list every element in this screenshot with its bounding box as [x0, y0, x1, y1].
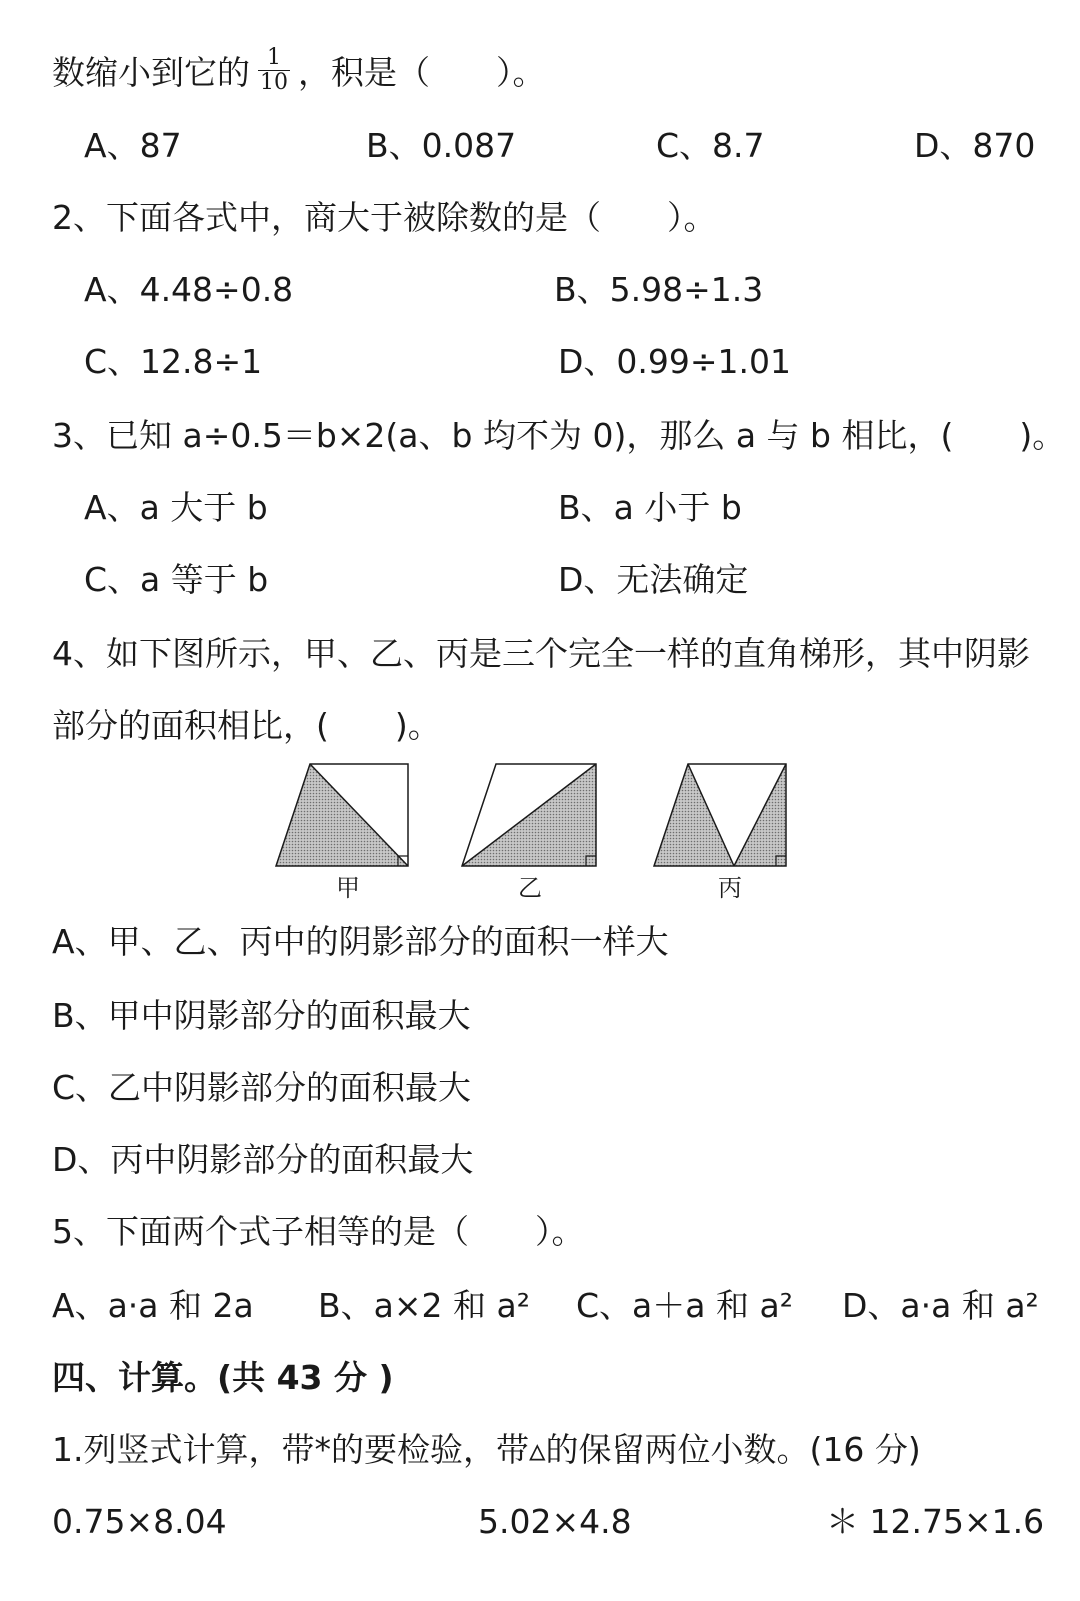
q5-option-a[interactable]: A、a·a 和 2a	[52, 1286, 254, 1325]
q5-stem: 5、下面两个式子相等的是（ ）。	[52, 1212, 585, 1251]
q3-option-c[interactable]: C、a 等于 b	[84, 560, 269, 599]
q1-stem-text: 数缩小到它的	[52, 53, 250, 92]
q3-option-a[interactable]: A、a 大于 b	[84, 488, 268, 527]
q3-option-b[interactable]: B、a 小于 b	[558, 488, 742, 527]
q1-stem-tail: ，积是（ ）。	[298, 53, 546, 92]
q5-option-d[interactable]: D、a·a 和 a²	[842, 1286, 1039, 1325]
calc-expr-1: 0.75×8.04	[52, 1502, 227, 1541]
q1-option-b[interactable]: B、0.087	[366, 126, 517, 165]
q5-option-c[interactable]: C、a＋a 和 a²	[576, 1286, 793, 1325]
calc-expr-2: 5.02×4.8	[478, 1502, 632, 1541]
q2-option-c[interactable]: C、12.8÷1	[84, 342, 263, 381]
q1-option-c[interactable]: C、8.7	[656, 126, 765, 165]
figure-jia-shade	[276, 764, 408, 866]
figure-jia	[276, 764, 408, 866]
figure-label-jia: 甲	[336, 874, 360, 902]
q2-stem: 2、下面各式中，商大于被除数的是（ ）。	[52, 198, 717, 237]
q2-option-d[interactable]: D、0.99÷1.01	[558, 342, 792, 381]
figure-label-yi: 乙	[518, 874, 542, 902]
q4-option-c[interactable]: C、乙中阴影部分的面积最大	[52, 1068, 472, 1107]
figure-label-bing: 丙	[718, 874, 742, 902]
figure-bing	[654, 764, 786, 866]
figure-bing-shade-left	[654, 764, 734, 866]
q1-fraction-numerator: 1	[258, 46, 290, 71]
section4-heading: 四、计算。(共 43 分 )	[52, 1358, 394, 1397]
q1-fraction-denominator: 10	[260, 70, 288, 95]
q4-option-b[interactable]: B、甲中阴影部分的面积最大	[52, 996, 471, 1035]
figure-yi	[462, 764, 596, 866]
q3-stem: 3、已知 a÷0.5＝b×2(a、b 均不为 0)，那么 a 与 b 相比，( )。	[52, 416, 1066, 455]
q2-option-a[interactable]: A、4.48÷0.8	[84, 270, 294, 309]
section4-sub1: 1.列竖式计算，带*的要检验，带▵的保留两位小数。(16 分)	[52, 1430, 921, 1469]
q4-stem-line2: 部分的面积相比，( )。	[52, 706, 441, 745]
q1-option-d[interactable]: D、870	[914, 126, 1036, 165]
q2-option-b[interactable]: B、5.98÷1.3	[554, 270, 764, 309]
calc-expr-3: ＊ 12.75×1.6	[826, 1502, 1045, 1541]
q4-option-d[interactable]: D、丙中阴影部分的面积最大	[52, 1140, 474, 1179]
q5-option-b[interactable]: B、a×2 和 a²	[318, 1286, 530, 1325]
q4-option-a[interactable]: A、甲、乙、丙中的阴影部分的面积一样大	[52, 922, 669, 961]
q3-option-d[interactable]: D、无法确定	[558, 560, 749, 599]
q4-stem-line1: 4、如下图所示，甲、乙、丙是三个完全一样的直角梯形，其中阴影	[52, 634, 1030, 673]
q1-option-a[interactable]: A、87	[84, 126, 182, 165]
